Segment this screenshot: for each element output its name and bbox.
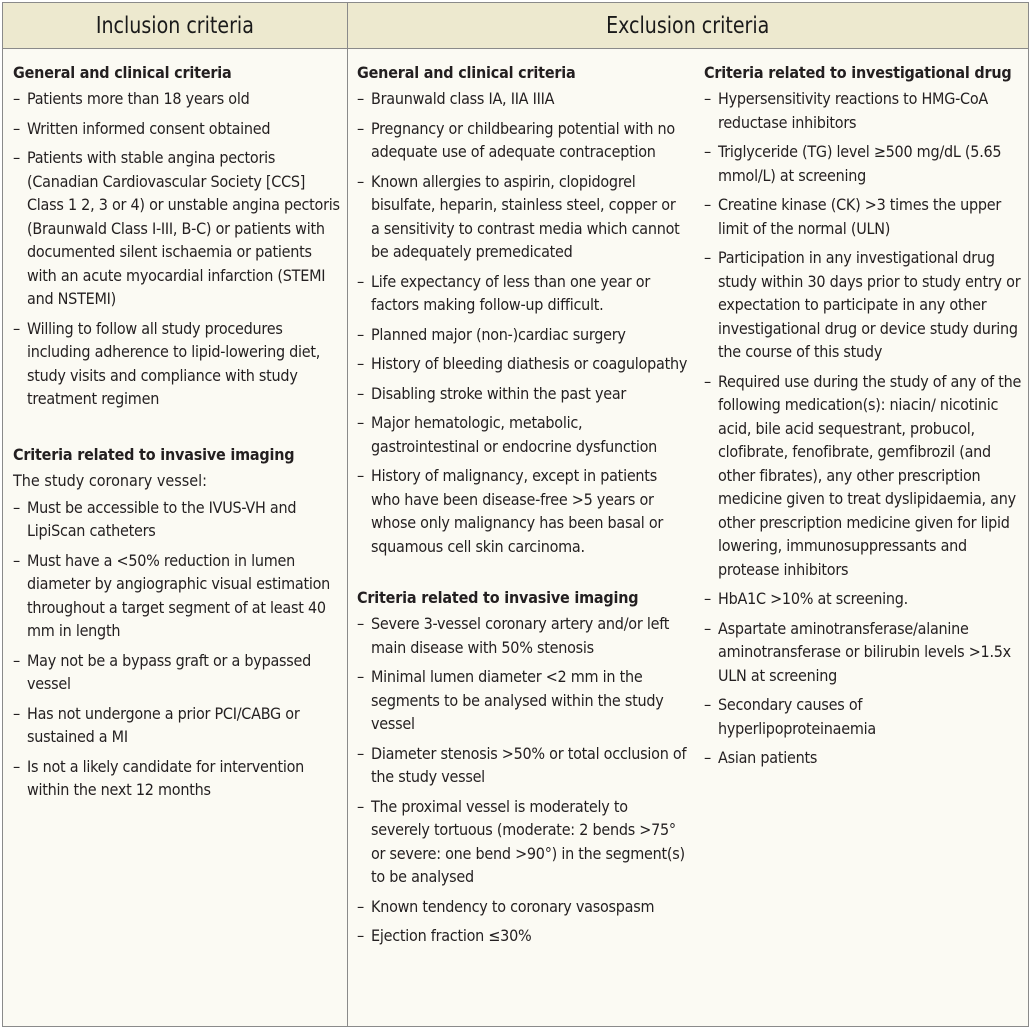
criteria-item (357, 323, 688, 347)
criteria-text: HbA1C >10% at screening. (718, 589, 908, 608)
dash-bullet: – (357, 743, 364, 763)
exclusion-column-1 (348, 49, 694, 1026)
dash-bullet: – (357, 89, 364, 108)
criteria-item (704, 746, 1022, 770)
criteria-item (357, 665, 688, 736)
criteria-text: Ejection fraction ≤30% (371, 926, 532, 945)
dash-bullet: – (357, 271, 364, 291)
criteria-text: Severe 3-vessel coronary artery and/or left main disease with 50% stenosis (371, 614, 670, 657)
criteria-item (704, 193, 1022, 240)
criteria-text: History of bleeding diathesis or coagulopathy (371, 354, 688, 373)
section-title: General and clinical criteria (13, 63, 232, 82)
criteria-text: Is not a likely candidate for intervention within the next 12 months (27, 756, 305, 799)
criteria-item (357, 895, 688, 919)
dash-bullet: – (357, 354, 364, 373)
criteria-text: Participation in any investigational drug study within 30 days prior to study entry or expectation to participate in any other investigational drug or device study during the course of this study (718, 248, 1021, 361)
criteria-text: Pregnancy or childbearing potential with no adequate use of adequate contraception (371, 118, 675, 161)
dash-bullet: – (357, 667, 364, 686)
criteria-item (357, 464, 688, 558)
criteria-item (357, 270, 688, 317)
criteria-table (2, 2, 1029, 1027)
exclusion-header: Exclusion criteria (348, 3, 1028, 49)
section-title: Criteria related to invasive imaging (13, 444, 295, 464)
criteria-item (704, 140, 1022, 187)
criteria-item (704, 617, 1022, 688)
criteria-item (13, 496, 341, 543)
dash-bullet: – (357, 118, 364, 138)
dash-bullet: – (13, 703, 20, 723)
dash-bullet: – (704, 748, 711, 767)
criteria-text: Must have a <50% reduction in lumen diameter by angiographic visual estimation throughout a target segment of at least 40 mm in length (27, 550, 331, 640)
dash-bullet: – (13, 318, 20, 338)
criteria-text: Braunwald class IA, IIA IIIA (371, 89, 555, 108)
dash-bullet: – (704, 248, 711, 267)
criteria-item (357, 742, 688, 789)
criteria-text: Patients more than 18 years old (27, 89, 250, 108)
criteria-list (357, 612, 688, 948)
criteria-text: Known tendency to coronary vasospasm (371, 896, 655, 916)
criteria-text: Creatine kinase (CK) >3 times the upper limit of the normal (ULN) (718, 195, 1002, 238)
dash-bullet: – (357, 466, 364, 485)
criteria-item (704, 87, 1022, 134)
criteria-item (357, 117, 688, 164)
inclusion-column (3, 49, 348, 1026)
dash-bullet: – (357, 324, 364, 344)
dash-bullet: – (704, 371, 711, 391)
criteria-item (357, 612, 688, 659)
criteria-text: Hypersensitivity reactions to HMG-CoA reductase inhibitors (718, 89, 988, 132)
criteria-item (13, 317, 341, 411)
criteria-text: Patients with stable angina pectoris (Canadian Cardiovascular Society [CCS] Class 1 2, 3 or 4) or unstable angina pectoris (Braunwald Class I-III, B-C) or patients with documented silent ischaemia or patients with an acute myocardial infarction (STEMI and NSTEMI) (27, 148, 340, 308)
criteria-item (357, 382, 688, 406)
dash-bullet: – (704, 589, 711, 608)
dash-bullet: – (13, 650, 20, 670)
criteria-text: Known allergies to aspirin, clopidogrel bisulfate, heparin, stainless steel, copper or a sensitivity to contrast media which cannot be adequately premedicated (371, 171, 680, 261)
dash-bullet: – (13, 756, 20, 776)
dash-bullet: – (357, 896, 364, 916)
dash-bullet: – (13, 148, 20, 167)
dash-bullet: – (357, 413, 364, 432)
criteria-list (704, 87, 1022, 770)
criteria-text: History of malignancy, except in patients who have been disease-free >5 years or whose only malignancy has been basal or squamous cell skin carcinoma. (371, 466, 664, 556)
dash-bullet: – (704, 695, 711, 714)
dash-bullet: – (357, 614, 364, 633)
criteria-text: Required use during the study of any of the following medication(s): niacin/ nicotinic acid, bile acid sequestrant, probucol, clofibrate, fenofibrate, gemfibrozil (and other fibrates), any other prescription medicine given to treat dyslipidaemia, any other prescription medicine given for lipid lowering, immunosuppressants and protease inhibitors (718, 371, 1022, 579)
criteria-item (13, 117, 341, 141)
dash-bullet: – (357, 171, 364, 191)
criteria-item (357, 924, 688, 948)
criteria-item (704, 693, 1022, 740)
criteria-text: Disabling stroke within the past year (371, 383, 627, 403)
criteria-text: Secondary causes of hyperlipoproteinaemia (718, 695, 876, 738)
dash-bullet: – (704, 142, 711, 161)
dash-bullet: – (13, 89, 20, 108)
dash-bullet: – (13, 118, 20, 138)
dash-bullet: – (704, 618, 711, 638)
dash-bullet: – (13, 497, 20, 517)
section-intro: The study coronary vessel: (13, 470, 207, 490)
criteria-item (13, 755, 341, 802)
criteria-text: Asian patients (718, 748, 818, 767)
criteria-item (357, 352, 688, 376)
criteria-list (357, 87, 688, 558)
criteria-item (13, 146, 341, 311)
criteria-text: Triglyceride (TG) level ≥500 mg/dL (5.65 mmol/L) at screening (718, 142, 1002, 185)
criteria-list (13, 496, 341, 802)
criteria-text: Life expectancy of less than one year or factors making follow-up difficult. (371, 271, 651, 314)
dash-bullet: – (13, 550, 20, 570)
criteria-item (357, 170, 688, 264)
criteria-item (13, 649, 341, 696)
dash-bullet: – (704, 89, 711, 108)
criteria-item (704, 370, 1022, 582)
criteria-text: Written informed consent obtained (27, 118, 271, 138)
criteria-text: The proximal vessel is moderately to severely tortuous (moderate: 2 bends >75° or severe: one bend >90°) in the segment(s) to be analysed (371, 796, 685, 886)
criteria-text: May not be a bypass graft or a bypassed vessel (27, 650, 312, 693)
criteria-text: Diameter stenosis >50% or total occlusion of the study vessel (371, 743, 687, 786)
section-title: General and clinical criteria (357, 63, 576, 82)
criteria-text: Must be accessible to the IVUS-VH and LipiScan catheters (27, 497, 297, 540)
criteria-item (13, 549, 341, 643)
inclusion-header: Inclusion criteria (3, 3, 348, 49)
criteria-list (13, 87, 341, 411)
dash-bullet: – (357, 796, 364, 816)
criteria-item (704, 587, 1022, 611)
section-title: Criteria related to invasive imaging (357, 588, 639, 607)
criteria-text: Willing to follow all study procedures including adherence to lipid-lowering diet, study visits and compliance with study treatment regimen (27, 318, 321, 408)
criteria-item (357, 411, 688, 458)
criteria-text: Has not undergone a prior PCI/CABG or sustained a MI (27, 703, 300, 746)
criteria-item (357, 87, 688, 111)
criteria-item (357, 795, 688, 889)
criteria-item (704, 246, 1022, 364)
criteria-item (13, 702, 341, 749)
dash-bullet: – (357, 383, 364, 403)
dash-bullet: – (357, 926, 364, 945)
criteria-text: Aspartate aminotransferase/alanine aminotransferase or bilirubin levels >1.5x ULN at screening (718, 618, 1011, 685)
dash-bullet: – (704, 195, 711, 214)
criteria-item (13, 87, 341, 111)
section-title: Criteria related to investigational drug (704, 63, 1012, 82)
criteria-text: Minimal lumen diameter <2 mm in the segments to be analysed within the study vessel (371, 667, 664, 733)
criteria-text: Planned major (non-)cardiac surgery (371, 324, 626, 344)
criteria-text: Major hematologic, metabolic, gastrointestinal or endocrine dysfunction (371, 413, 658, 456)
exclusion-column-2 (694, 49, 1028, 1026)
